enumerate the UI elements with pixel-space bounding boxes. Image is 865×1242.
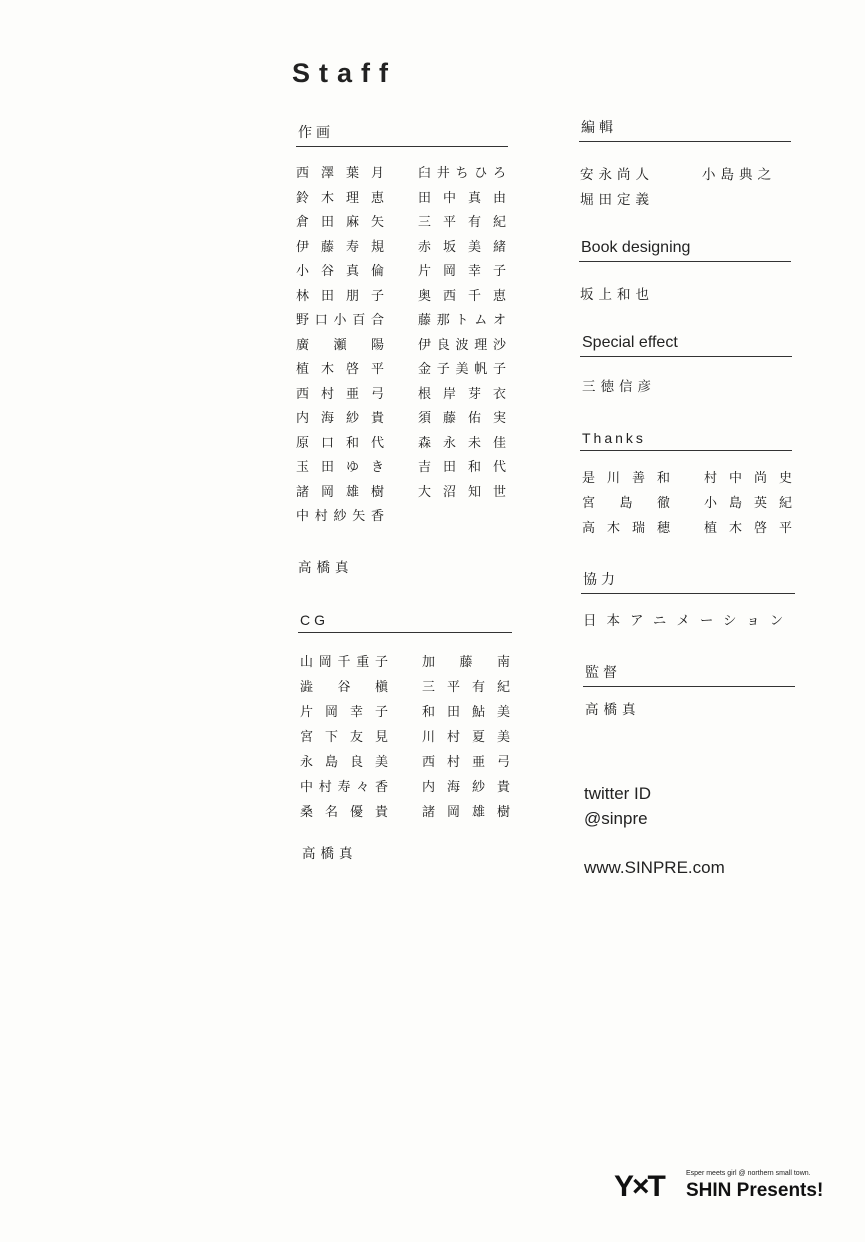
credit-name-text: 原 口 和 代	[296, 435, 384, 451]
credit-name	[704, 494, 792, 519]
supervision-name: 高橋真	[585, 702, 641, 718]
logo-tagline: Esper meets girl @ northern small town.	[686, 1170, 811, 1177]
credit-name	[582, 519, 670, 544]
credit-name	[422, 778, 510, 803]
credit-name	[422, 728, 510, 753]
credit-name	[704, 469, 792, 494]
thanks-heading: Thanks	[580, 430, 792, 451]
credit-name	[418, 262, 506, 287]
credit-name	[296, 287, 384, 312]
special-effect-heading: Special effect	[580, 334, 792, 357]
credit-name	[582, 494, 670, 519]
credit-name	[296, 458, 384, 483]
credit-name-text: 宮 島 徹	[582, 496, 670, 511]
credit-name-text: 和 田 鮎 美	[422, 705, 510, 720]
credit-name-text: 高 木 瑞 穂	[582, 521, 670, 536]
credit-name-text: 西 村 亜 弓	[296, 386, 384, 402]
credit-name-text: 廣 瀬 陽	[296, 337, 384, 353]
credit-name	[296, 213, 384, 238]
credit-name	[300, 678, 388, 703]
credit-name-text: 村 中 尚 史	[704, 471, 792, 486]
credit-name-text: 永 島 良 美	[300, 755, 388, 770]
website-url: www.SINPRE.com	[584, 858, 725, 877]
credit-name	[418, 483, 506, 508]
credit-name-text: 大 沼 知 世	[418, 484, 506, 500]
credit-name	[418, 336, 506, 361]
credit-name-text: 諸 岡 雄 樹	[296, 484, 384, 500]
credit-name-text: 宮 下 友 見	[300, 730, 388, 745]
credit-name	[296, 238, 384, 263]
editing-name-3: 堀田定義	[580, 192, 654, 208]
special-effect-name: 三徳信彦	[582, 379, 656, 395]
logo-mark: Y×T	[614, 1170, 664, 1203]
credit-name	[422, 678, 510, 703]
credit-name-text: 伊 藤 寿 規	[296, 239, 384, 255]
credit-name-text: 中 村 寿 々 香	[300, 780, 388, 795]
credit-name	[418, 213, 506, 238]
credit-name-text: 内 海 紗 貴	[422, 780, 510, 795]
credit-name-text: 是 川 善 和	[582, 471, 670, 486]
credit-name-text: 野 口 小 百 合	[296, 313, 384, 328]
credit-name	[418, 434, 506, 459]
credit-name-text: 植 木 啓 平	[704, 521, 792, 536]
cooperation-name: 日本アニメーション	[583, 613, 794, 629]
thanks-names-col2	[704, 469, 792, 544]
credit-name	[418, 311, 506, 336]
editing-name-1: 安永尚人	[580, 167, 654, 183]
credit-name-text: 藤 那 ト ム オ	[418, 313, 506, 328]
thanks-names-col1	[582, 469, 670, 544]
editing-heading: 編輯	[579, 117, 791, 142]
credit-name-text: 中 村 紗 矢 香	[296, 509, 384, 524]
publisher-logo	[614, 1168, 839, 1208]
cg-director-name: 高橋真	[302, 846, 358, 862]
credit-name-text: 赤 坂 美 緒	[418, 239, 506, 255]
credit-name-text: 林 田 朋 子	[296, 288, 384, 304]
credit-name-text: 加 藤 南	[422, 655, 510, 670]
logo-text: SHIN Presents!	[686, 1180, 824, 1201]
credit-name-text: 西 澤 葉 月	[296, 166, 384, 181]
credit-name	[418, 287, 506, 312]
credit-name	[422, 753, 510, 778]
credit-name	[704, 519, 792, 544]
credit-name-text: 森 永 未 佳	[418, 435, 506, 451]
book-designing-name: 坂上和也	[580, 287, 654, 303]
sakuga-director-name: 高橋真	[298, 560, 354, 576]
credit-name	[300, 703, 388, 728]
credit-name-text: 植 木 啓 平	[296, 362, 384, 377]
credit-name	[296, 409, 384, 434]
credit-name	[422, 803, 510, 828]
credit-name	[300, 803, 388, 828]
cg-names-col2	[422, 653, 510, 828]
credit-name-text: 片 岡 幸 子	[300, 705, 388, 720]
credit-name	[418, 360, 506, 385]
credit-name-text: 西 村 亜 弓	[422, 755, 510, 770]
credit-name-text: 内 海 紗 貴	[296, 411, 384, 426]
credit-name	[418, 409, 506, 434]
twitter-handle: @sinpre	[584, 809, 648, 828]
credit-name	[296, 189, 384, 214]
credit-name-text: 小 島 英 紀	[704, 496, 792, 511]
credit-name	[296, 434, 384, 459]
credit-name	[296, 360, 384, 385]
credit-name	[300, 728, 388, 753]
credit-name	[300, 753, 388, 778]
credit-name	[418, 164, 506, 189]
credit-name	[296, 336, 384, 361]
credit-name-text: 奥 西 千 恵	[418, 288, 506, 304]
credit-name-text: 田 中 真 由	[418, 190, 506, 206]
credit-name-text: 吉 田 和 代	[418, 460, 506, 475]
credit-name	[418, 458, 506, 483]
credit-name-text: 三 平 有 紀	[418, 215, 506, 230]
credit-name	[296, 483, 384, 508]
page-title: Staff	[292, 58, 397, 88]
cg-heading: CG	[298, 612, 512, 633]
sakuga-names-col1	[296, 164, 384, 532]
credit-name-text: 片 岡 幸 子	[418, 264, 506, 279]
credit-name-text: 諸 岡 雄 樹	[422, 805, 510, 820]
credit-name-text: 小 谷 真 倫	[296, 264, 384, 279]
credit-name	[418, 385, 506, 410]
sakuga-heading: 作画	[296, 122, 508, 147]
credit-name-text: 臼 井 ち ひ ろ	[418, 166, 506, 181]
credit-name-text: 倉 田 麻 矢	[296, 215, 384, 230]
credit-name	[422, 653, 510, 678]
cooperation-heading: 協力	[581, 569, 795, 594]
credit-name-text: 金 子 美 帆 子	[418, 362, 506, 377]
credit-name	[418, 238, 506, 263]
cg-names-col1	[300, 653, 388, 828]
credit-name-text: 三 平 有 紀	[422, 680, 510, 695]
twitter-label: twitter ID	[584, 784, 652, 803]
book-designing-heading: Book designing	[579, 239, 791, 262]
editing-name-2: 小島典之	[702, 167, 776, 183]
credit-name	[418, 189, 506, 214]
credit-name-text: 伊 良 波 理 沙	[418, 337, 506, 353]
credit-name	[296, 164, 384, 189]
credit-name	[300, 653, 388, 678]
credit-name-text: 玉 田 ゆ き	[296, 460, 384, 475]
credit-name-text: 根 岸 芽 衣	[418, 386, 506, 402]
credit-name-text: 須 藤 佑 実	[418, 411, 506, 426]
credit-name	[296, 311, 384, 336]
credit-name-text: 山 岡 千 重 子	[300, 655, 388, 670]
credit-name-text: 鈴 木 理 恵	[296, 190, 384, 206]
credit-name	[296, 262, 384, 287]
credit-name	[300, 778, 388, 803]
credit-name	[296, 385, 384, 410]
credit-name-text: 川 村 夏 美	[422, 730, 510, 745]
sakuga-names-col2	[418, 164, 506, 507]
credit-name	[582, 469, 670, 494]
supervision-heading: 監督	[583, 662, 795, 687]
credit-name	[422, 703, 510, 728]
credit-name-text: 桑 名 優 貴	[300, 805, 388, 820]
credit-name	[296, 507, 384, 532]
credit-name-text: 澁 谷 槇	[300, 680, 388, 695]
